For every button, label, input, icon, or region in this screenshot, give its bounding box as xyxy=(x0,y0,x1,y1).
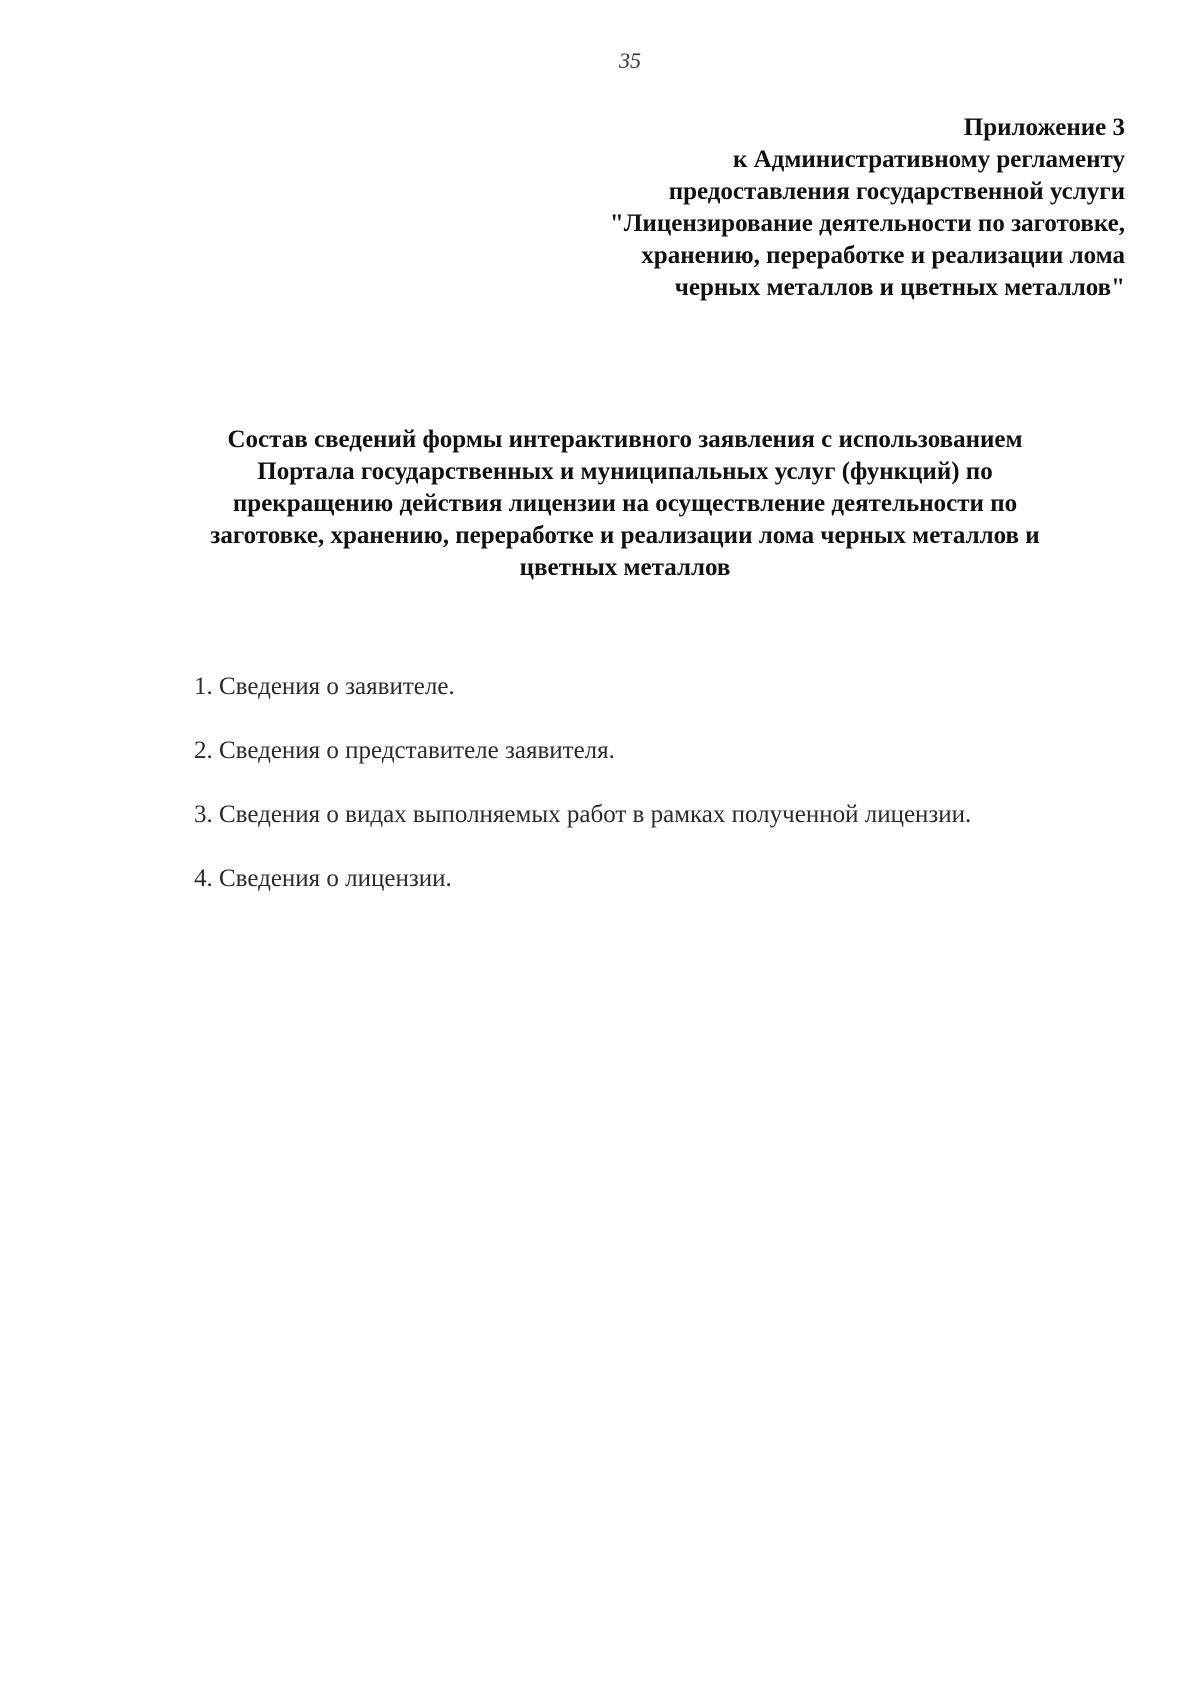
appendix-header-line: к Административному регламенту xyxy=(732,146,1125,173)
title-line: цветных металлов xyxy=(519,554,731,581)
title-line: прекращению действия лицензии на осуществление деятельности по xyxy=(232,490,1018,517)
appendix-header-line: черных металлов и цветных металлов" xyxy=(674,274,1125,301)
page-number: 35 xyxy=(619,48,641,73)
appendix-header-line: предоставления государственной услуги xyxy=(668,178,1125,205)
list-item: 3. Сведения о видах выполняемых работ в рамках полученной лицензии. xyxy=(194,801,972,828)
appendix-header-line: хранению, переработке и реализации лома xyxy=(641,242,1125,269)
title-line: Портала государственных и муниципальных услуг (функций) по xyxy=(257,458,993,485)
list-item: 2. Сведения о представителе заявителя. xyxy=(194,737,615,764)
document-title xyxy=(150,424,1100,584)
appendix-header-line: "Лицензирование деятельности по заготовке, xyxy=(609,210,1125,237)
title-line: Состав сведений формы интерактивного заявления с использованием xyxy=(227,426,1023,453)
list-item: 4. Сведения о лицензии. xyxy=(194,865,452,892)
appendix-header xyxy=(405,112,1125,304)
list-item: 1. Сведения о заявителе. xyxy=(194,673,455,700)
appendix-header-line: Приложение 3 xyxy=(963,114,1125,141)
information-items-list xyxy=(194,670,1094,926)
title-line: заготовке, хранению, переработке и реализации лома черных металлов и xyxy=(210,522,1040,549)
